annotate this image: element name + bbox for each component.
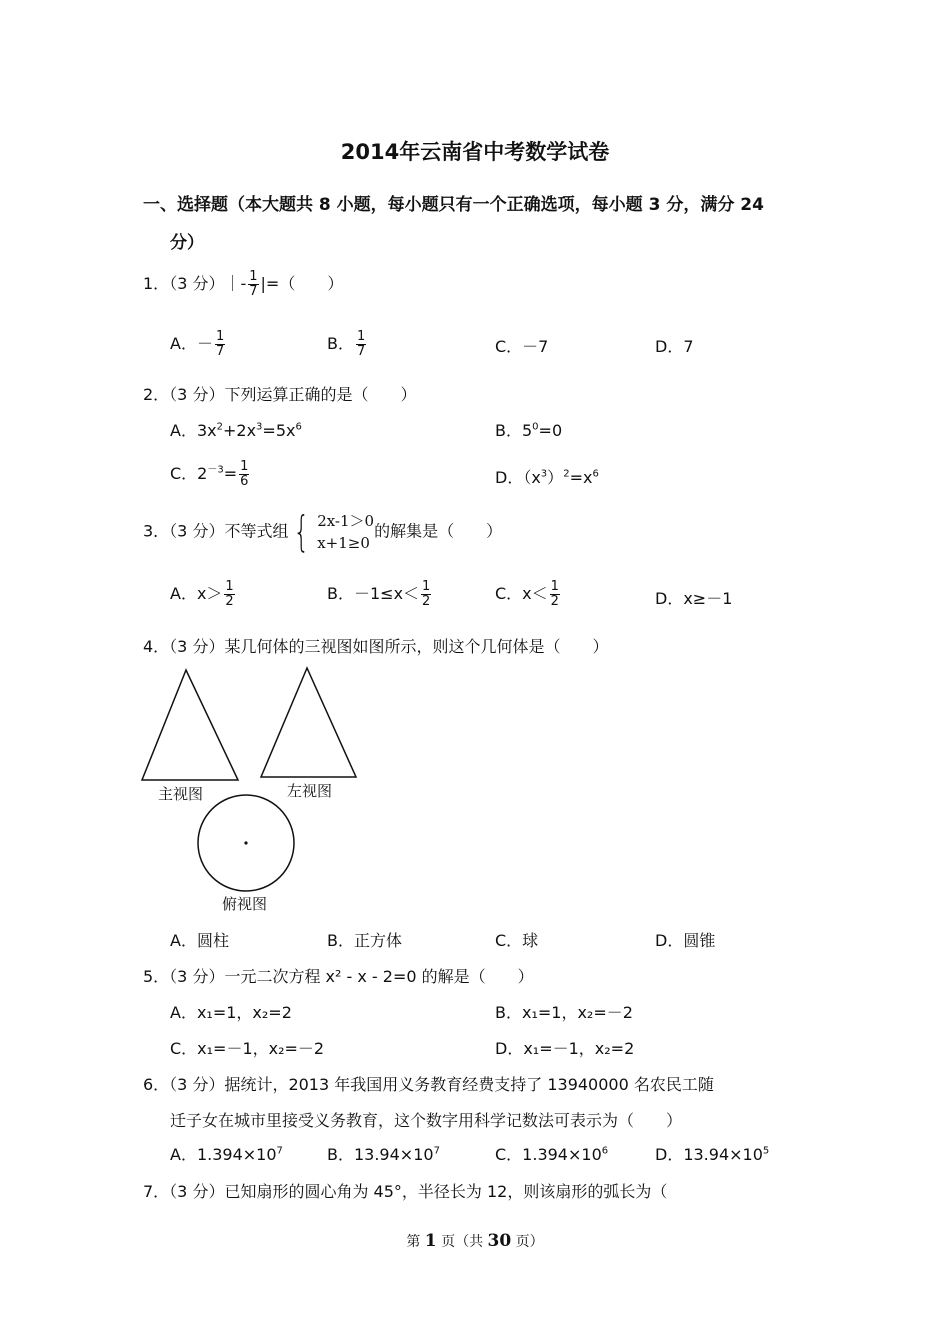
fraction-numerator: 1 — [240, 459, 249, 474]
q2-option-b[interactable] — [495, 418, 562, 441]
q1-option-a[interactable] — [170, 330, 227, 359]
option-text: =x — [569, 468, 593, 487]
exponent: 6 — [601, 1145, 609, 1157]
stem-text: ｜- — [224, 274, 247, 293]
option-label: A． — [170, 334, 197, 353]
q1-option-c[interactable]: C．－7 — [495, 337, 549, 356]
question-6-stem-line2: 迁子女在城市里接受义务教育，这个数字用科学记数法可表示为（ ） — [170, 1111, 683, 1130]
q6-option-d[interactable] — [655, 1142, 769, 1165]
fraction-numerator: 1 — [550, 579, 559, 594]
question-1-stem — [143, 270, 343, 299]
q1-option-d[interactable]: D．7 — [655, 337, 694, 356]
exponent: 6 — [295, 421, 302, 433]
center-dot — [244, 841, 247, 844]
current-page-number: 1 — [424, 1231, 437, 1251]
q5-option-a[interactable]: A．x₁=1，x₂=2 — [170, 1003, 292, 1022]
question-7-stem: 7．（3 分）已知扇形的圆心角为 45°，半径长为 12，则该扇形的弧长为（ — [143, 1182, 668, 1201]
fraction — [239, 460, 249, 489]
q5-option-b[interactable]: B．x₁=1，x₂=－2 — [495, 1003, 633, 1022]
footer-text: 页（共 — [436, 1234, 488, 1250]
question-score: （3 分） — [169, 274, 225, 293]
left-brace-icon: { — [293, 507, 310, 556]
option-text: A．3x — [170, 421, 217, 440]
option-text: C．2 — [170, 464, 208, 483]
option-text: C．x＜ — [495, 584, 548, 603]
exponent: 5 — [762, 1145, 770, 1157]
question-6-stem-line1: 6．（3 分）据统计，2013 年我国用义务教育经费支持了 13940000 名农民工随 — [143, 1075, 714, 1094]
exponent: 2 — [563, 468, 570, 480]
exponent: 3 — [256, 421, 263, 433]
fraction — [356, 330, 366, 359]
fraction-numerator: 1 — [356, 329, 366, 344]
fraction-numerator: 1 — [422, 579, 431, 594]
option-text: +2x — [222, 421, 257, 440]
fraction-denominator: 7 — [356, 344, 366, 359]
footer-text: 第 — [406, 1234, 425, 1250]
fraction — [550, 580, 560, 609]
total-page-number: 30 — [487, 1231, 512, 1251]
exponent: 7 — [276, 1145, 283, 1157]
option-text: C．1.394×10 — [495, 1145, 602, 1164]
q6-option-b[interactable] — [327, 1142, 440, 1165]
option-text: B．13.94×10 — [327, 1145, 434, 1164]
fraction-numerator: 1 — [215, 329, 225, 344]
q6-option-c[interactable] — [495, 1142, 608, 1165]
option-text: A．x＞ — [170, 584, 223, 603]
option-label: B． — [327, 334, 354, 353]
fraction — [215, 330, 225, 359]
fraction-denominator: 7 — [215, 344, 225, 359]
top-view-label: 俯视图 — [222, 895, 268, 913]
option-text: B．5 — [495, 421, 533, 440]
page-footer — [0, 1231, 950, 1251]
q3-option-a[interactable] — [170, 580, 237, 609]
option-text: D．（x — [495, 468, 541, 487]
inequality-system — [288, 507, 375, 556]
question-4-stem: 4．（3 分）某几何体的三视图如图所示，则这个几何体是（ ） — [143, 637, 609, 656]
q3-option-b[interactable] — [327, 580, 433, 609]
q1-option-b[interactable] — [327, 330, 368, 359]
exponent: 2 — [216, 421, 223, 433]
question-2-stem: 2．（3 分）下列运算正确的是（ ） — [143, 385, 417, 404]
fraction-numerator: 1 — [225, 579, 234, 594]
q3-option-d[interactable]: D．x≥－1 — [655, 589, 733, 608]
question-5-stem: 5．（3 分）一元二次方程 x² - x - 2=0 的解是（ ） — [143, 967, 534, 986]
fraction-denominator: 2 — [422, 594, 431, 609]
front-view-triangle — [142, 670, 238, 780]
fraction-denominator: 6 — [240, 474, 249, 489]
q4-option-d[interactable]: D．圆锥 — [655, 931, 716, 950]
q4-option-b[interactable]: B．正方体 — [327, 931, 402, 950]
q2-option-a[interactable] — [170, 418, 302, 441]
section-heading-line2: 分） — [170, 233, 204, 253]
stem-text: |=（ ） — [260, 274, 344, 293]
fraction — [421, 580, 431, 609]
exponent: －3 — [207, 464, 224, 476]
option-text: ） — [547, 468, 564, 487]
page-title: 2014年云南省中考数学试卷 — [340, 140, 610, 164]
minus-sign: － — [196, 334, 213, 353]
q3-option-c[interactable] — [495, 580, 562, 609]
option-text: D．13.94×10 — [655, 1145, 763, 1164]
option-text: =5x — [262, 421, 296, 440]
footer-text: 页） — [511, 1234, 544, 1250]
question-number: 1． — [143, 274, 170, 293]
exponent: 3 — [540, 468, 548, 480]
option-text: B．－1≤x＜ — [327, 584, 420, 603]
exponent: 0 — [532, 421, 539, 433]
question-3-stem — [143, 507, 503, 556]
q5-option-c[interactable]: C．x₁=－1，x₂=－2 — [170, 1039, 325, 1058]
fraction — [224, 580, 234, 609]
fraction-denominator: 7 — [249, 284, 258, 299]
q5-option-d[interactable]: D．x₁=－1，x₂=2 — [495, 1039, 635, 1058]
q2-option-c[interactable] — [170, 460, 251, 489]
q4-option-a[interactable]: A．圆柱 — [170, 931, 229, 950]
option-text: A．1.394×10 — [170, 1145, 277, 1164]
fraction-denominator: 2 — [550, 594, 559, 609]
q6-option-a[interactable] — [170, 1142, 283, 1165]
option-text: = — [223, 464, 238, 483]
q4-option-c[interactable]: C．球 — [495, 931, 539, 950]
q2-option-d[interactable] — [495, 465, 599, 488]
inequality-line: 2x-1＞0 — [317, 512, 375, 530]
exponent: 7 — [433, 1145, 440, 1157]
stem-text: 的解集是（ ） — [374, 521, 503, 541]
exponent: 6 — [592, 468, 599, 480]
inequality-line: x+1≥0 — [317, 534, 370, 552]
fraction-numerator: 1 — [249, 269, 258, 284]
left-view-label: 左视图 — [287, 782, 333, 800]
left-view-triangle — [261, 668, 356, 777]
fraction — [248, 270, 258, 299]
stem-text: 3．（3 分）不等式组 — [143, 521, 289, 541]
section-heading-line1: 一、选择题（本大题共 8 小题，每小题只有一个正确选项，每小题 3 分，满分 24 — [143, 195, 764, 215]
front-view-label: 主视图 — [158, 785, 204, 803]
fraction-denominator: 2 — [225, 594, 234, 609]
option-text: =0 — [538, 421, 563, 440]
